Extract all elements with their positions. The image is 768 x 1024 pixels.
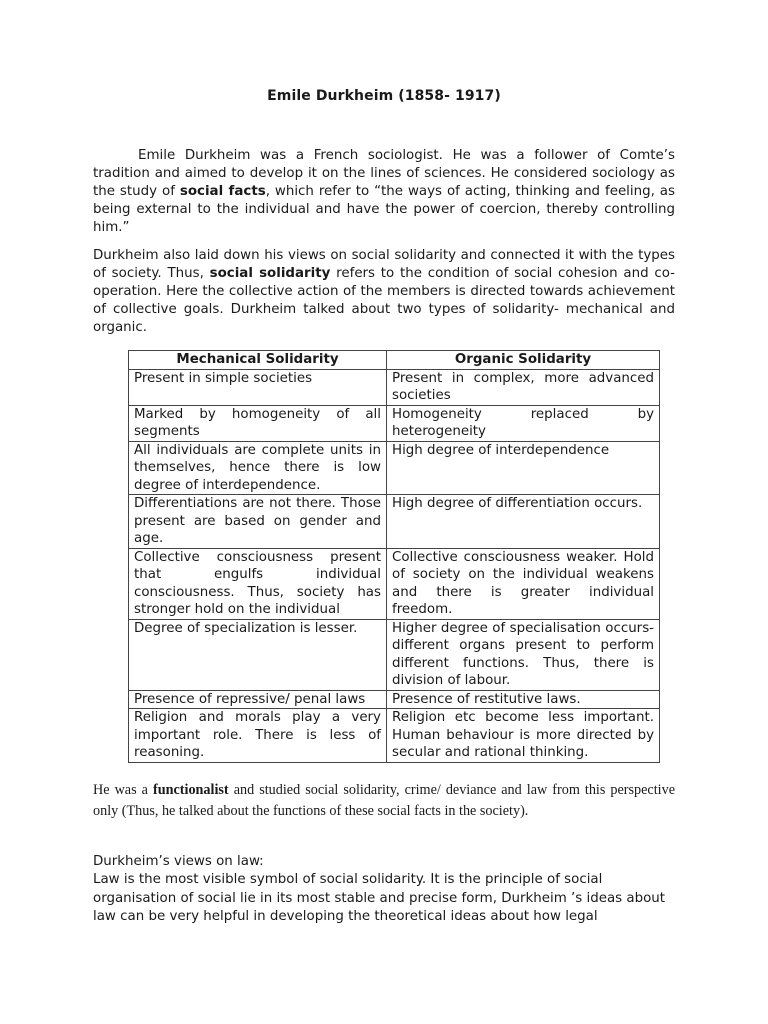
table-cell: Collective consciousness weaker. Hold of society on the individual weakens and there is greater individual freedom. [387, 548, 660, 619]
table-cell: Presence of restitutive laws. [387, 690, 660, 709]
header-mechanical: Mechanical Solidarity [129, 351, 387, 370]
para-text: refers to the condition of social cohesion and co-operation. Here the collective action of the members is directed towards achievement of collective goals. Durkheim talked about two types of solidarity- mechanical and organic. [93, 266, 676, 335]
document-title: Emile Durkheim (1858- 1917) [267, 88, 501, 104]
header-organic: Organic Solidarity [387, 351, 660, 370]
para-text: Emile Durkheim was a French sociologist. He was a follower of Comte’s tradition and aimed to develop it on the lines of sciences. He considered sociology as the study of [93, 148, 675, 199]
law-paragraph: Law is the most visible symbol of social solidarity. It is the principle of social organisation of social lie in its most stable and precise form, Durkheim ’s ideas about law can be very helpful in developing the theoretical ideas about how legal [93, 872, 666, 924]
table-cell: Present in simple societies [129, 369, 387, 405]
para-text: and studied social solidarity, crime/ deviance and law from this perspective only (Thus, he talked about the functions of these social facts in the society). [93, 782, 675, 819]
table-cell: All individuals are complete units in themselves, hence there is low degree of interdependence. [129, 441, 387, 495]
para-text: , which refer to “the ways of acting, thinking and feeling, as being external to the individual and have the power of coercion, thereby controlling him.” [93, 184, 675, 235]
table-row [129, 441, 660, 495]
bold-term: social facts [179, 184, 266, 199]
intro-paragraph [93, 147, 675, 237]
table-cell: Religion and morals play a very important role. There is less of reasoning. [129, 709, 387, 763]
table-row [129, 690, 660, 709]
table-cell: Religion etc become less important. Human behaviour is more directed by secular and rational thinking. [387, 709, 660, 763]
section-heading: Durkheim’s views on law: [93, 854, 264, 869]
table-cell: Present in complex, more advanced societies [387, 369, 660, 405]
bold-term: functionalist [152, 782, 229, 798]
table-row [129, 405, 660, 441]
table-cell: High degree of differentiation occurs. [387, 495, 660, 549]
table-row [129, 619, 660, 690]
table-header-row [129, 351, 660, 370]
table-cell: Differentiations are not there. Those present are based on gender and age. [129, 495, 387, 549]
solidarity-paragraph [93, 247, 675, 337]
table-cell: Degree of specialization is lesser. [129, 619, 387, 690]
table-cell: Presence of repressive/ penal laws [129, 690, 387, 709]
table-row [129, 548, 660, 619]
table-row [129, 495, 660, 549]
table-cell: Higher degree of specialisation occurs- different organs present to perform different functions. Thus, there is division of labour. [387, 619, 660, 690]
para-text: Durkheim also laid down his views on social solidarity and connected it with the types of society. Thus, [93, 248, 675, 281]
para-text: He was a [93, 782, 153, 798]
bold-term: social solidarity [209, 266, 331, 281]
table-row [129, 369, 660, 405]
table-cell: Collective consciousness present that engulfs individual consciousness. Thus, society has stronger hold on the individual [129, 548, 387, 619]
table-row [129, 709, 660, 763]
table-cell: Marked by homogeneity of all segments [129, 405, 387, 441]
solidarity-comparison-table [128, 350, 660, 763]
table-cell: Homogeneity replaced by heterogeneity [387, 405, 660, 441]
functionalist-paragraph [93, 780, 675, 822]
table-cell: High degree of interdependence [387, 441, 660, 495]
